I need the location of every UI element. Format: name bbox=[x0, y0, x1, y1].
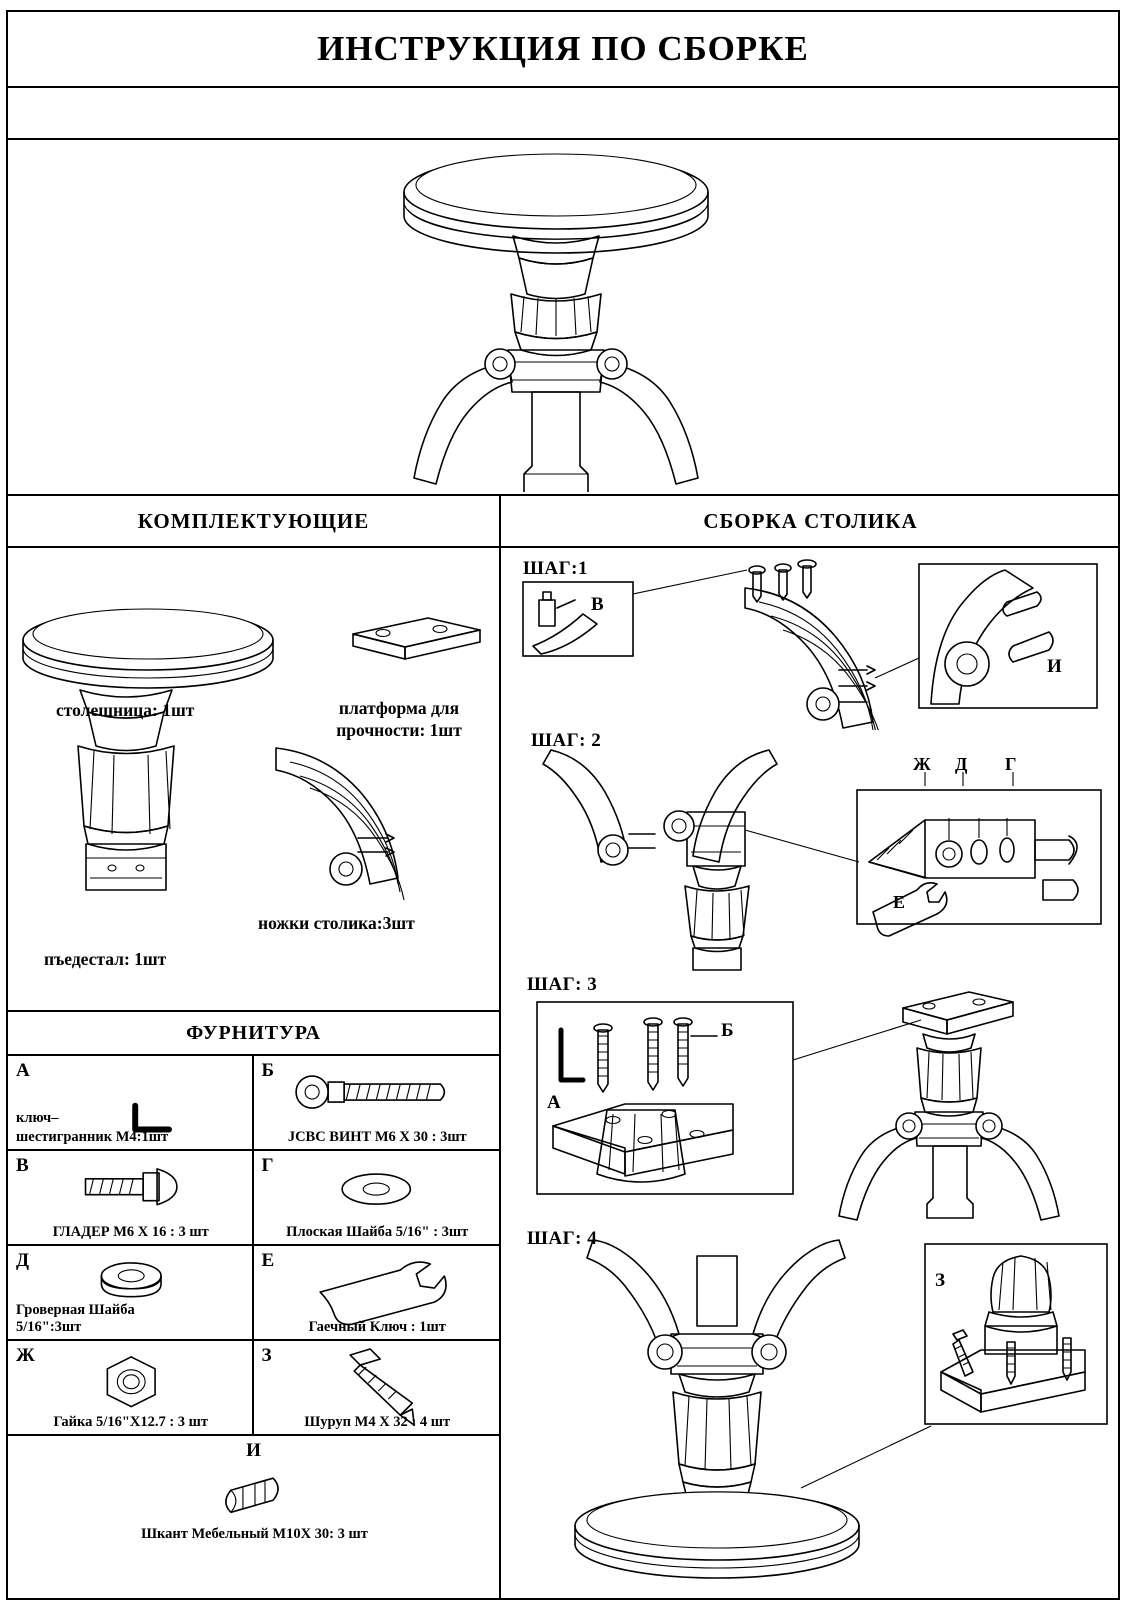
svg-text:Д: Д bbox=[955, 754, 968, 774]
assembly-step-1 bbox=[501, 548, 1120, 730]
svg-text:И: И bbox=[1047, 656, 1062, 677]
hardware-code-d: Д bbox=[16, 1250, 30, 1271]
hardware-label-e: Гаечный Ключ : 1шт bbox=[308, 1319, 446, 1336]
hardware-code-e: Е bbox=[261, 1250, 275, 1271]
components-panel bbox=[8, 548, 499, 1012]
table-row bbox=[8, 1056, 499, 1151]
hardware-cell-zh bbox=[8, 1341, 254, 1434]
hardware-label-i: Шкант Мебельный M10X 30: 3 шт bbox=[141, 1526, 368, 1543]
svg-text:А: А bbox=[547, 1092, 561, 1113]
hardware-code-z: З bbox=[261, 1345, 272, 1366]
hardware-label-g: Плоская Шайба 5/16" : 3шт bbox=[286, 1224, 469, 1241]
hardware-code-a: А bbox=[16, 1060, 30, 1081]
mounting-plate-icon bbox=[353, 618, 480, 659]
step-4-label: ШАГ: 4 bbox=[527, 1228, 598, 1249]
hardware-heading-text: ФУРНИТУРА bbox=[186, 1021, 321, 1044]
assembly-heading bbox=[501, 496, 1120, 548]
components-heading bbox=[8, 496, 499, 548]
step-2-label: ШАГ: 2 bbox=[531, 730, 602, 751]
table-row bbox=[8, 1246, 499, 1341]
hardware-cell-a bbox=[8, 1056, 254, 1149]
step-3-illustration bbox=[501, 974, 1118, 1226]
svg-text:В: В bbox=[591, 594, 604, 615]
title-bar bbox=[8, 12, 1118, 88]
hardware-cell-z bbox=[254, 1341, 500, 1434]
hardware-cell-d bbox=[8, 1246, 254, 1339]
hardware-label-zh: Гайка 5/16"X12.7 : 3 шт bbox=[53, 1414, 209, 1431]
hardware-table bbox=[8, 1056, 499, 1546]
components-illustrations bbox=[8, 548, 499, 1010]
hardware-cell-i bbox=[8, 1436, 499, 1546]
hardware-label-d-2: 5/16":3шт bbox=[16, 1319, 82, 1336]
assembly-column bbox=[501, 496, 1120, 1600]
table-top-icon bbox=[23, 609, 273, 688]
table-legs-icon bbox=[276, 748, 404, 900]
hardware-code-v: В bbox=[16, 1155, 29, 1176]
hardware-cell-g bbox=[254, 1151, 500, 1244]
finished-table-icon bbox=[8, 140, 1118, 492]
svg-text:Ж: Ж bbox=[913, 754, 931, 774]
step-2-illustration bbox=[501, 730, 1118, 974]
hardware-label-z: Шуруп M4 X 32 : 4 шт bbox=[304, 1414, 451, 1431]
step-3-label: ШАГ: 3 bbox=[527, 974, 598, 995]
hardware-label-a-1: ключ– bbox=[16, 1110, 59, 1127]
hardware-code-g: Г bbox=[261, 1155, 274, 1176]
component-label-pedestal: пъедестал: 1шт bbox=[44, 949, 167, 969]
hardware-code-zh: Ж bbox=[16, 1345, 35, 1366]
page-frame bbox=[6, 10, 1120, 1600]
step-1-label: ШАГ:1 bbox=[523, 558, 589, 579]
hardware-heading bbox=[8, 1012, 499, 1056]
content-columns bbox=[8, 496, 1118, 1600]
hardware-label-a-2: шестигранник М4:1шт bbox=[16, 1129, 169, 1146]
hardware-label-d-1: Гроверная Шайба bbox=[16, 1302, 135, 1319]
hardware-code-b: Б bbox=[261, 1060, 275, 1081]
components-column bbox=[8, 496, 501, 1600]
step-1-illustration bbox=[501, 548, 1118, 730]
page-title: ИНСТРУКЦИЯ ПО СБОРКЕ bbox=[317, 29, 809, 68]
hero-illustration-panel bbox=[8, 140, 1118, 496]
table-row bbox=[8, 1436, 499, 1546]
table-row bbox=[8, 1151, 499, 1246]
svg-text:Г: Г bbox=[1005, 754, 1017, 774]
hardware-cell-e bbox=[254, 1246, 500, 1339]
assembly-step-2 bbox=[501, 730, 1120, 974]
assembly-step-3 bbox=[501, 974, 1120, 1226]
svg-text:З: З bbox=[935, 1270, 946, 1291]
blank-subtitle-bar bbox=[8, 88, 1118, 140]
hardware-cell-v bbox=[8, 1151, 254, 1244]
assembly-step-4 bbox=[501, 1226, 1120, 1598]
component-label-legs: ножки столика:3шт bbox=[258, 913, 415, 933]
svg-text:Е: Е bbox=[893, 892, 906, 912]
component-label-table-top: столешница: 1шт bbox=[56, 700, 195, 720]
hardware-label-v: ГЛАДЕР M6 X 16 : 3 шт bbox=[52, 1224, 209, 1241]
hardware-label-b: JCBC ВИНТ M6 X 30 : 3шт bbox=[287, 1129, 467, 1146]
components-heading-text: КОМПЛЕКТУЮЩИЕ bbox=[137, 508, 370, 533]
table-row bbox=[8, 1341, 499, 1436]
hardware-code-i: И bbox=[246, 1440, 261, 1461]
assembly-heading-text: СБОРКА СТОЛИКА bbox=[703, 508, 918, 533]
hardware-cell-b bbox=[254, 1056, 500, 1149]
step-4-illustration bbox=[501, 1226, 1118, 1598]
component-label-plate: платформа для прочности: 1шт bbox=[336, 698, 462, 740]
svg-text:Б: Б bbox=[721, 1020, 734, 1041]
